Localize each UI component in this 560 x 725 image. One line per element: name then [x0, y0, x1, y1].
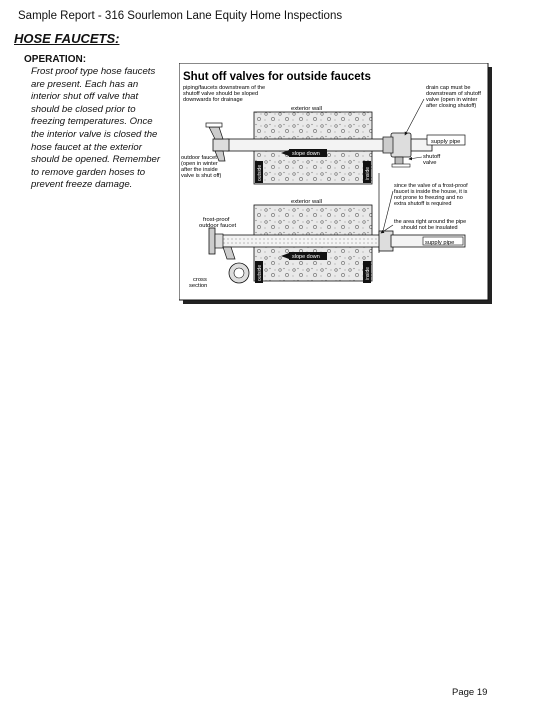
- insulate-line: should not be insulated: [401, 225, 458, 231]
- pipe-note-line: shutoff valve should be sloped: [183, 91, 259, 97]
- operation-line: to remove garden hoses to: [31, 166, 146, 178]
- operation-label: OPERATION:: [24, 54, 87, 65]
- slope-down-label: slope down: [292, 151, 320, 157]
- slope-down-label: slope down: [292, 254, 320, 260]
- operation-line: prevent freeze damage.: [31, 179, 133, 191]
- operation-line: hose faucet at the exterior: [31, 141, 142, 153]
- exterior-wall-label: exterior wall: [291, 199, 322, 205]
- operation-text: [31, 66, 179, 192]
- frost-proof-faucet-note: [199, 217, 236, 229]
- exterior-wall-label: exterior wall: [291, 106, 322, 112]
- frost-proof-valve-line: extra shutoff is required: [394, 201, 452, 207]
- report-header: Sample Report - 316 Sourlemon Lane Equity Home Inspections: [18, 10, 343, 22]
- drain-cap-line: downstream of shutoff: [426, 91, 481, 97]
- shutoff-valve-line: valve: [423, 160, 437, 166]
- frost-proof-faucet-line: frost-proof: [203, 217, 230, 223]
- operation-line: the interior valve is closed the: [31, 128, 158, 140]
- outdoor-faucet-line: outdoor faucet: [181, 155, 217, 161]
- frost-proof-faucet-line: outdoor faucet: [199, 223, 237, 229]
- drain-cap-line: after closing shutoff): [426, 103, 477, 109]
- operation-line: are present. Each has an: [31, 78, 139, 90]
- shutoff-valve-line: shutoff: [423, 154, 441, 160]
- outdoor-faucet-line: after the inside: [181, 167, 218, 173]
- supply-pipe-label: supply pipe: [431, 139, 461, 145]
- outside-tag-label: outside: [257, 164, 263, 181]
- shutoff-valve-diagram: [179, 63, 493, 305]
- outside-tag-label: outside: [257, 264, 263, 281]
- outdoor-faucet-note: [181, 155, 221, 179]
- page-number: Page 19: [452, 687, 488, 698]
- cross-section-line: section: [189, 283, 208, 289]
- frost-proof-valve-line: not prone to freezing and no: [394, 195, 463, 201]
- cross-section-inner: [234, 268, 244, 278]
- operation-line: freezing temperatures. Once: [31, 116, 153, 128]
- operation-line: should be opened. Remember: [31, 154, 161, 166]
- operation-line: interior shut off valve that: [31, 91, 139, 103]
- operation-line: Frost proof type hose faucets: [31, 66, 156, 77]
- insulate-note: [394, 219, 468, 231]
- frost-proof-pipe: [221, 235, 391, 247]
- outdoor-faucet-line: (open in winter: [181, 161, 218, 167]
- frost-proof-valve-line: since the valve of a frost-proof: [394, 183, 468, 189]
- inside-tag-label: inside: [365, 266, 371, 280]
- insulate-line: the area right around the pipe: [394, 219, 467, 225]
- pipe-note-line: downwards for drainage: [183, 97, 243, 103]
- pipe-note-line: piping/faucets downstream of the: [183, 85, 266, 91]
- operation-line: should be closed prior to: [31, 103, 136, 115]
- supply-pipe-label: supply pipe: [425, 240, 455, 246]
- section-title: HOSE FAUCETS:: [14, 31, 120, 46]
- outdoor-faucet-line: valve is shut off): [181, 173, 222, 179]
- figure-title: Shut off valves for outside faucets: [183, 71, 371, 83]
- drain-cap-line: valve (open in winter: [426, 97, 478, 103]
- inside-tag-label: inside: [365, 166, 371, 180]
- cross-section-line: cross: [193, 277, 207, 283]
- frost-proof-valve-line: faucet is inside the house, it is: [394, 189, 468, 195]
- drain-cap-line: drain cap must be: [426, 85, 471, 91]
